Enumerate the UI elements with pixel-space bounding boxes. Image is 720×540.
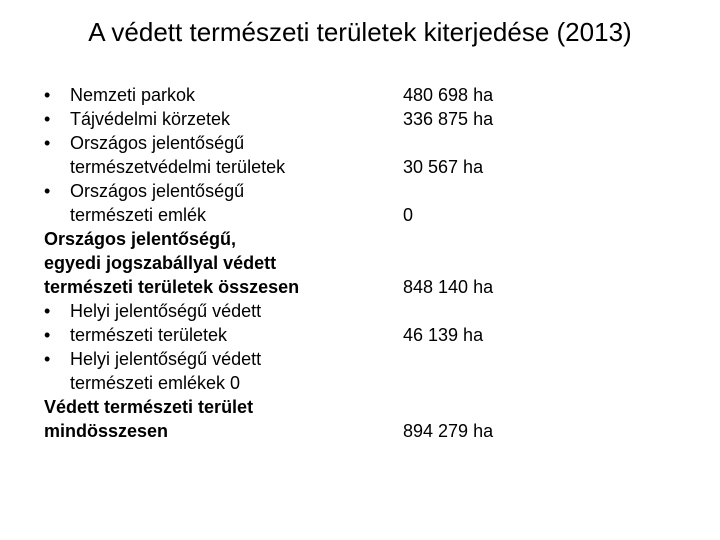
value-spacer xyxy=(403,227,653,251)
subtotal-heading: egyedi jogszabállyal védett xyxy=(44,253,277,273)
value-list xyxy=(403,83,653,443)
subtotal-heading: Országos jelentőségű, xyxy=(44,229,237,249)
list-item-continuation: természeti emlékek 0 xyxy=(70,373,241,393)
value-spacer xyxy=(403,299,653,323)
bullet: • xyxy=(44,301,51,321)
list-item-label: Országos jelentőségű xyxy=(70,133,245,153)
list-item-helyi-vedett-2 xyxy=(44,347,384,371)
value-mindosszesen: 894 279 ha xyxy=(403,421,494,441)
list-item-continuation: természeti emlék xyxy=(70,205,207,225)
list-item-continuation: természetvédelmi területek xyxy=(70,157,286,177)
total-heading: Védett természeti terület xyxy=(44,397,254,417)
bullet: • xyxy=(44,109,51,129)
total-heading: mindösszesen xyxy=(44,421,169,441)
value-orszagos-termeszetvedelmi: 30 567 ha xyxy=(403,157,484,177)
value-nemzeti-parkok: 480 698 ha xyxy=(403,85,494,105)
value-spacer xyxy=(403,251,653,275)
value-spacer xyxy=(403,347,653,371)
subtotal-heading: természeti területek összesen xyxy=(44,277,300,297)
list-item-orszagos-termeszeti-emlek xyxy=(44,179,384,203)
bullet: • xyxy=(44,85,51,105)
list-item-label: Országos jelentőségű xyxy=(70,181,245,201)
value-tajvedelmi-korzetek: 336 875 ha xyxy=(403,109,494,129)
list-item-label: természeti területek xyxy=(70,325,228,345)
list-item-label: Tájvédelmi körzetek xyxy=(70,109,231,129)
value-spacer xyxy=(403,371,653,395)
list-item-orszagos-termeszetvedelmi xyxy=(44,131,384,155)
value-helyi-termeszeti-teruletek: 46 139 ha xyxy=(403,325,484,345)
bullet: • xyxy=(44,325,51,345)
bullet: • xyxy=(44,133,51,153)
value-orszagos-osszesen: 848 140 ha xyxy=(403,277,494,297)
value-orszagos-termeszeti-emlek: 0 xyxy=(403,205,414,225)
list-item-termeszeti-teruletek xyxy=(44,323,384,347)
category-list xyxy=(44,83,384,443)
list-item-label: Nemzeti parkok xyxy=(70,85,196,105)
list-item-label: Helyi jelentőségű védett xyxy=(70,349,262,369)
slide-title: A védett természeti területek kiterjedése (2013) xyxy=(88,17,632,47)
value-spacer xyxy=(403,395,653,419)
list-item-label: Helyi jelentőségű védett xyxy=(70,301,262,321)
value-spacer xyxy=(403,131,653,155)
list-item-helyi-vedett-1 xyxy=(44,299,384,323)
bullet: • xyxy=(44,181,51,201)
value-spacer xyxy=(403,179,653,203)
bullet: • xyxy=(44,349,51,369)
list-item-tajvedelmi-korzetek xyxy=(44,107,384,131)
list-item-nemzeti-parkok xyxy=(44,83,384,107)
